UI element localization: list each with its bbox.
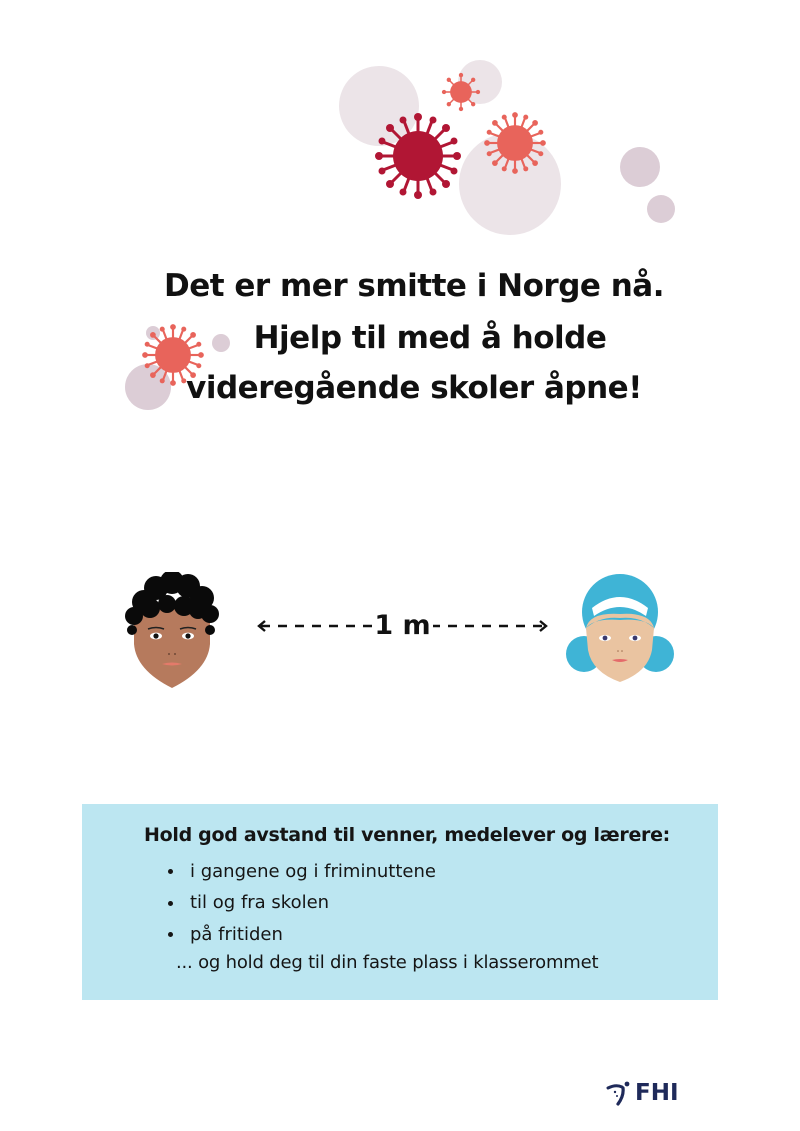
list-item [168,888,436,920]
bubble-decoration [647,195,675,223]
list-item-text: til og fra skolen [190,892,330,914]
info-footer: ... og hold deg til din faste plass i klasserommet [176,952,599,973]
list-item-text: på fritiden [190,923,283,945]
virus-icon [372,110,464,202]
bullet-icon [168,869,173,874]
distance-label [255,610,550,641]
info-list [168,856,436,951]
person-blue-hair-icon [564,572,676,684]
info-heading: Hold god avstand til venner, medelever og lærere: [144,824,670,846]
list-item-text: i gangene og i friminuttene [190,860,436,882]
list-item [168,919,436,951]
list-item [168,856,436,888]
info-box [82,804,718,1000]
headline-line-1: Det er mer smitte i Norge nå. [164,268,664,304]
headline-line-2: Hjelp til med å holde [253,320,607,356]
headline-line-3: videregående skoler åpne! [186,370,642,406]
virus-icon [482,110,548,176]
fhi-logo [606,1080,679,1106]
distance-indicator [255,606,550,646]
bullet-icon [168,932,173,937]
person-curly-hair-icon [122,572,222,690]
fhi-logo-text: FHI [635,1080,679,1106]
bullet-icon [168,901,173,906]
fhi-logo-icon [606,1080,632,1106]
distance-value: 1 m [374,610,431,641]
bubble-decoration [620,147,660,187]
virus-icon [441,72,481,112]
